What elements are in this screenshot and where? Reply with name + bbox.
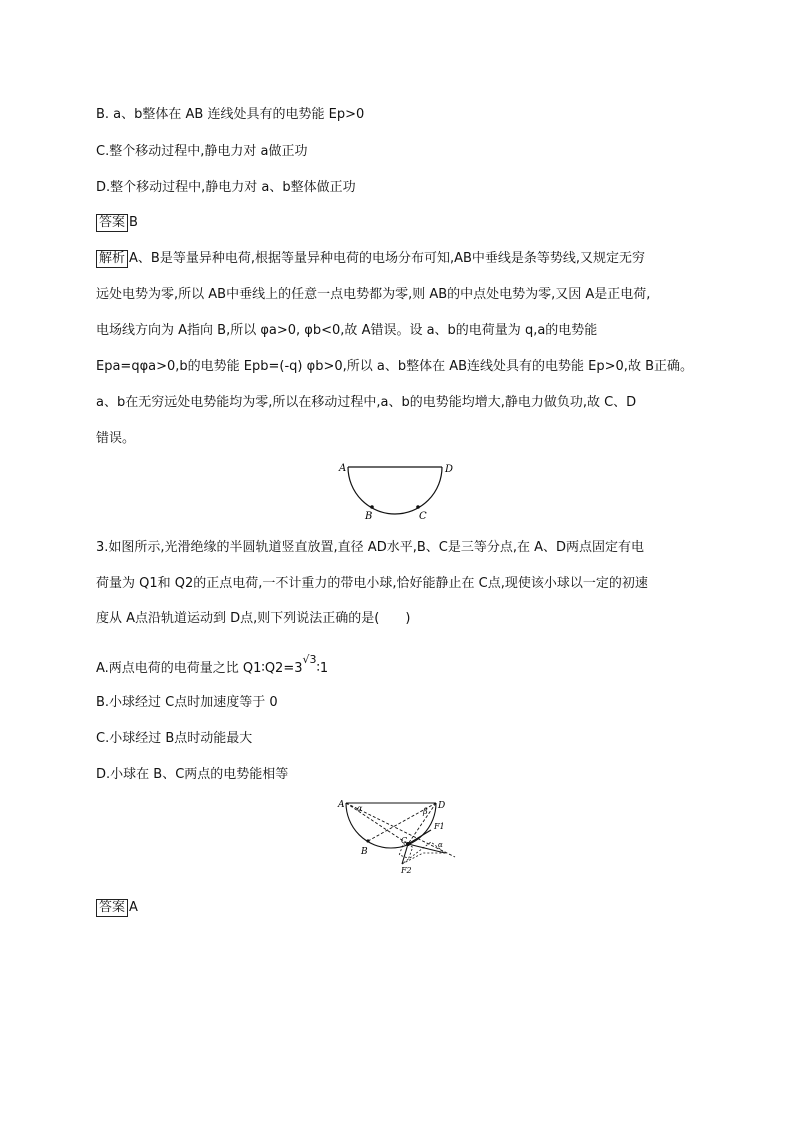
analysis-line-5: a、b在无穷远处电势能均为零,所以在移动过程中,a、b的电势能均增大,静电力做负功,故 C、D — [96, 395, 637, 410]
option-a-prefix: A.两点电荷的电荷量之比 Q1∶Q2=3 — [96, 661, 303, 676]
force-diagram-figure-2 — [335, 797, 465, 879]
label-beta: β — [423, 807, 428, 816]
point-b2 — [366, 839, 369, 842]
analysis-line-6: 错误。 — [96, 431, 136, 446]
answer-label-box-q3: 答案 — [96, 899, 128, 917]
analysis-line-2: 远处电势为零,所以 AB中垂线上的任意一点电势都为零,则 AB的中点处电势为零,又因 A是正电荷, — [96, 287, 651, 302]
answer-label-box: 答案 — [96, 214, 128, 232]
label-d: D — [445, 464, 454, 475]
analysis-line-3: 电场线方向为 A指向 B,所以 φa>0, φb<0,故 A错误。设 a、b的电荷量为 q,a的电势能 — [96, 323, 598, 338]
analysis-text: A、B是等量异种电荷,根据等量异种电荷的电场分布可知,AB中垂线是条等势线,又规定无穷 — [129, 251, 646, 266]
analysis-line-1 — [96, 250, 645, 268]
label-b2: B — [361, 847, 368, 857]
q3-option-c: C.小球经过 B点时动能最大 — [96, 731, 253, 746]
q3-option-d: D.小球在 B、C两点的电势能相等 — [96, 767, 289, 782]
analysis-line-4: Epa=qφa>0,b的电势能 Epb=(-q) φb>0,所以 a、b整体在 AB连线处具有的电势能 Ep>0,故 B正确。 — [96, 359, 693, 374]
option-a-sqrt: √3 — [302, 653, 317, 666]
q3-stem-3: 度从 A点沿轨道运动到 D点,则下列说法正确的是( ) — [96, 611, 411, 626]
q3-stem-1: 3.如图所示,光滑绝缘的半圆轨道竖直放置,直径 AD水平,B、C是三等分点,在 A、D两点固定有电 — [96, 540, 644, 555]
point-c — [416, 505, 420, 509]
point-b — [370, 505, 374, 509]
answer-value: B — [129, 215, 138, 230]
label-c: C — [419, 511, 427, 522]
q2-option-b: B. a、b整体在 AB 连线处具有的电势能 Ep>0 — [96, 107, 365, 122]
label-b: B — [365, 511, 373, 522]
answer-value-q3: A — [129, 900, 138, 915]
analysis-label-box: 解析 — [96, 250, 128, 268]
q2-option-d: D.整个移动过程中,静电力对 a、b整体做正功 — [96, 180, 356, 195]
label-d2: D — [438, 801, 446, 811]
q2-answer — [96, 214, 138, 232]
label-alpha-2: α — [438, 841, 443, 849]
q3-answer — [96, 899, 138, 917]
semicircle-figure-1 — [335, 460, 465, 522]
q2-option-c: C.整个移动过程中,静电力对 a做正功 — [96, 144, 308, 159]
option-a-suffix: ∶1 — [316, 661, 329, 676]
label-c2: C — [401, 836, 408, 845]
q3-option-b: B.小球经过 C点时加速度等于 0 — [96, 695, 278, 710]
q3-stem-2: 荷量为 Q1和 Q2的正点电荷,一不计重力的带电小球,恰好能静止在 C点,现使该小球以一定的初速 — [96, 576, 648, 591]
label-a: A — [339, 463, 347, 474]
label-a2: A — [338, 800, 345, 810]
label-f1: F1 — [434, 822, 445, 831]
q3-option-a — [96, 653, 329, 678]
label-alpha: α — [357, 804, 363, 813]
label-f2: F2 — [401, 866, 412, 875]
